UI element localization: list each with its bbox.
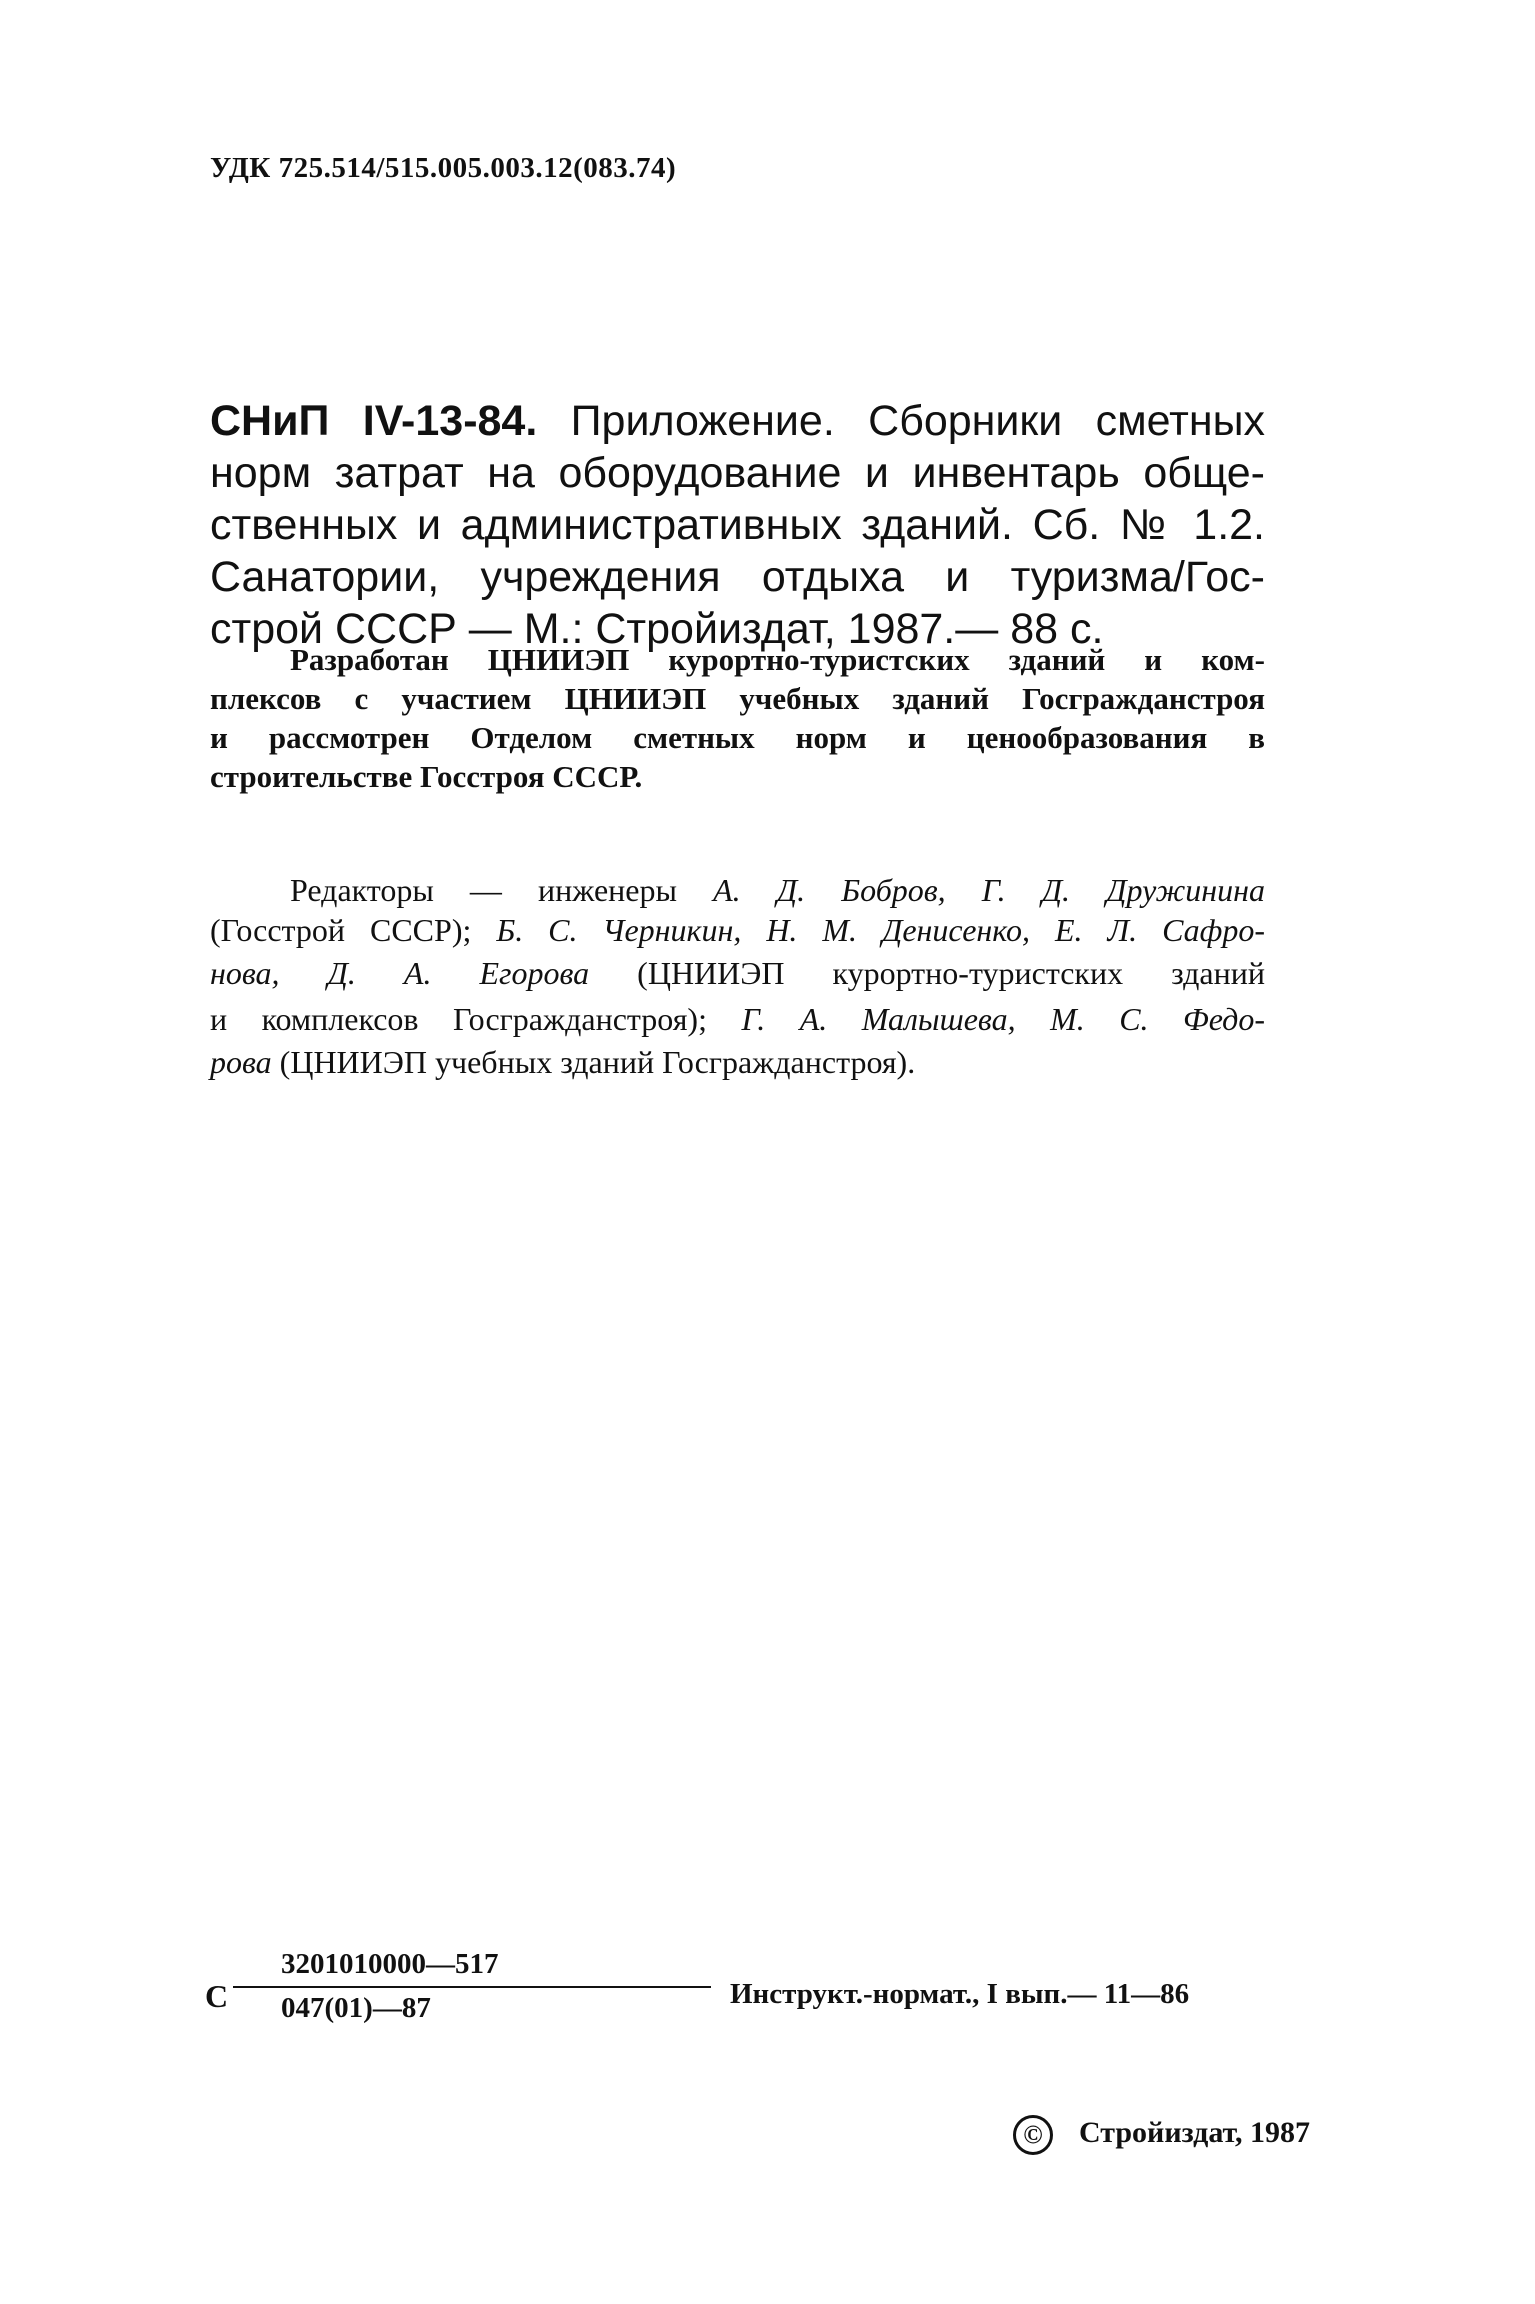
title-line-5: строй СССР — М.: Стройиздат, 1987.— 88 с.	[210, 605, 1104, 653]
editors-line-1-a: Редакторы — инженеры	[290, 872, 714, 908]
editors-line-4	[210, 996, 1265, 1042]
copyright-icon: ©	[1013, 2115, 1053, 2155]
title-line-2: норм затрат на оборудование и инвентарь обще-	[210, 449, 1265, 497]
developer-line-2: плексов с участием ЦНИИЭП учебных зданий Госгражданстроя	[210, 681, 1265, 716]
copyright-text: Стройиздат, 1987	[1079, 2115, 1311, 2149]
copyright	[1013, 2115, 1310, 2155]
udk-code: УДК 725.514/515.005.003.12(083.74)	[210, 152, 677, 184]
editors-line-1-names: А. Д. Бобров, Г. Д. Дружинина	[713, 872, 1266, 908]
editors-line-5-b: (ЦНИИЭП учебных зданий Госгражданстроя).	[271, 1044, 916, 1080]
editors-line-2-names: Б. С. Черникин, Н. М. Денисенко, Е. Л. Сафро-	[496, 912, 1266, 948]
editors-line-3-b: (ЦНИИЭП курортно-туристских зданий	[589, 955, 1266, 991]
title-block	[210, 395, 1265, 655]
fraction-bar	[233, 1986, 711, 1988]
editors-line-5	[210, 1042, 1265, 1082]
title-line-1	[210, 395, 1265, 447]
editors-line-4-names: Г. А. Малышева, М. С. Федо-	[741, 1001, 1266, 1037]
developer-line-1: Разработан ЦНИИЭП курортно-туристских зданий и ком-	[290, 642, 1265, 677]
developer-line-3: и рассмотрен Отделом сметных норм и ценообразования в	[210, 720, 1265, 755]
editors-line-3	[210, 950, 1265, 996]
editors-block	[210, 870, 1265, 1082]
developer-block	[210, 640, 1265, 796]
catalog-note: Инструкт.-нормат., I вып.— 11—86	[730, 1978, 1190, 2010]
editors-line-5-names: рова	[210, 1044, 272, 1080]
title-line-1-text: Приложение. Сборники сметных	[537, 397, 1265, 445]
title-line-3: ственных и административных зданий. Сб. № 1.2.	[210, 501, 1265, 549]
catalog-fraction	[233, 1948, 711, 2025]
catalog-denominator: 047(01)—87	[281, 1992, 431, 2024]
editors-line-3-names: нова, Д. А. Егорова	[210, 955, 590, 991]
catalog-numerator: 3201010000—517	[281, 1948, 499, 1980]
catalog-letter: С	[205, 1978, 229, 2014]
editors-line-2-a: (Госстрой СССР);	[210, 912, 497, 948]
editors-line-1	[210, 870, 1265, 910]
editors-line-2	[210, 910, 1265, 950]
title-line-4: Санатории, учреждения отдыха и туризма/Гос-	[210, 553, 1265, 601]
developer-line-4: строительстве Госстроя СССР.	[210, 759, 643, 794]
title-code: СНиП IV-13-84.	[210, 397, 538, 445]
editors-line-4-a: и комплексов Госгражданстроя);	[210, 1001, 742, 1037]
